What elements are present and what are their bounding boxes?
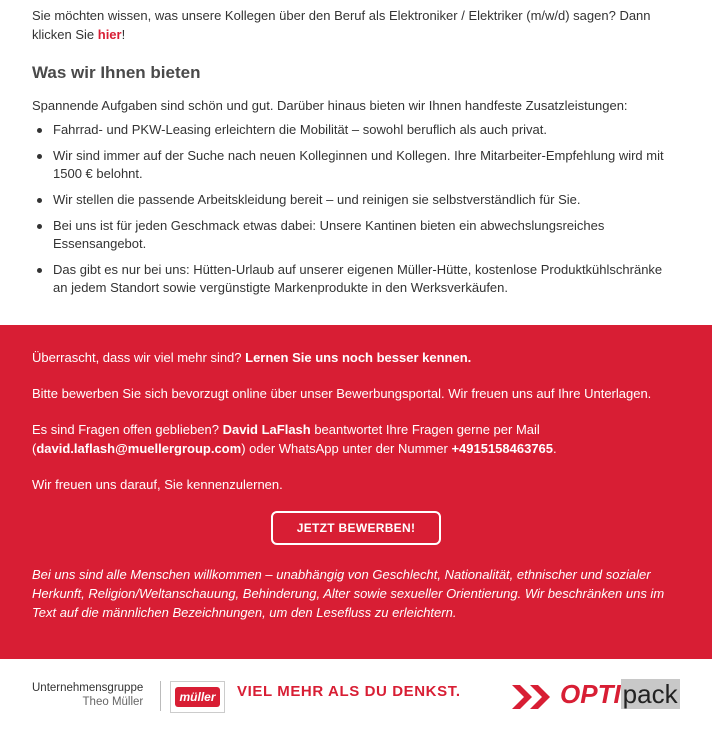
contact-email: david.laflash@muellergroup.com: [36, 441, 242, 456]
optipack-arrows-icon: [510, 681, 554, 713]
list-item: [32, 261, 672, 297]
bullet-icon: [37, 268, 42, 273]
intro-text-end: !: [121, 27, 126, 42]
mueller-logo: [170, 681, 225, 713]
diversity-disclaimer: Bei uns sind alle Menschen willkommen – unabhängig von Geschlecht, Nationalität, ethnischer und sozialer Herkunft, Religion/Weltanschauung, Behinderung, Alter sowie sexueller Orientierung. Wir beschränken uns im Text auf die männlichen Bezeichnungen, um den Lesefluss zu erleichtern.: [32, 567, 665, 620]
list-item-text: Das gibt es nur bei uns: Hütten-Urlaub auf unserer eigenen Müller-Hütte, kostenlose Produktkühlschränke an jedem Standort sowie vergünstigte Markenprodukte in den Werksverkäufen.: [53, 262, 663, 295]
questions-text: beantwortet Ihre Fragen gerne per Mail (: [32, 422, 540, 456]
group-logo-text: [32, 681, 143, 709]
questions-text: .: [553, 441, 557, 456]
mueller-logo-text: müller: [175, 687, 219, 707]
apply-paragraph: Bitte bewerben Sie sich bevorzugt online über unser Bewerbungsportal. Wir freuen uns auf Ihre Unterlagen.: [32, 386, 652, 401]
opti-text: OPTI: [560, 679, 621, 709]
list-item: [32, 121, 672, 139]
benefits-list: [32, 121, 680, 297]
benefits-lead: Spannende Aufgaben sind schön und gut. Darüber hinaus bieten wir Ihnen handfeste Zusatzleistungen:: [32, 98, 628, 113]
slogan: VIEL MEHR ALS DU DENKST.: [237, 683, 461, 700]
footer-divider: [160, 681, 161, 711]
questions-text: Es sind Fragen offen geblieben?: [32, 422, 223, 437]
list-item-text: Bei uns ist für jeden Geschmack etwas dabei: Unsere Kantinen bieten ein abwechslungsreiches Essensangebot.: [53, 218, 605, 251]
list-item-text: Fahrrad- und PKW-Leasing erleichtern die Mobilität – sowohl beruflich als auch privat.: [53, 122, 548, 137]
surprise-bold: Lernen Sie uns noch besser kennen.: [245, 350, 472, 365]
surprise-paragraph: [32, 348, 682, 367]
cta-section: [0, 325, 712, 659]
apply-now-button[interactable]: JETZT BEWERBEN!: [271, 511, 442, 545]
list-item: [32, 147, 672, 183]
questions-paragraph: [32, 420, 682, 458]
contact-name: David LaFlash: [222, 422, 311, 437]
bullet-icon: [37, 128, 42, 133]
intro-paragraph: [32, 6, 672, 44]
group-line2: Theo Müller: [82, 696, 144, 708]
bullet-icon: [37, 224, 42, 229]
intro-text: Sie möchten wissen, was unsere Kollegen über den Beruf als Elektroniker / Elektriker (m/w/d) sagen? Dann klicken Sie: [32, 8, 651, 42]
bullet-icon: [37, 154, 42, 159]
pack-text: pack: [622, 679, 678, 709]
job-content: [0, 0, 712, 325]
surprise-text: Überrascht, dass wir viel mehr sind?: [32, 350, 246, 365]
list-item-text: Wir stellen die passende Arbeitskleidung bereit – und reinigen sie selbstverständlich für Sie.: [53, 192, 581, 207]
list-item: [32, 191, 672, 209]
bullet-icon: [37, 198, 42, 203]
list-item-text: Wir sind immer auf der Suche nach neuen Kolleginnen und Kollegen. Ihre Mitarbeiter-Empfehlung wird mit 1500 € belohnt.: [53, 148, 664, 181]
apply-button-wrap: [32, 511, 680, 545]
list-item: [32, 217, 672, 253]
closing-paragraph: Wir freuen uns darauf, Sie kennenzulernen.: [32, 477, 283, 492]
optipack-logo: [560, 679, 680, 709]
questions-text: ) oder WhatsApp unter der Nummer: [241, 441, 452, 456]
group-line1: Unternehmensgruppe: [32, 682, 144, 694]
hier-link[interactable]: hier: [97, 27, 122, 42]
contact-phone: +4915158463765: [451, 441, 554, 456]
benefits-heading: Was wir Ihnen bieten: [32, 63, 201, 82]
footer: [0, 659, 712, 735]
